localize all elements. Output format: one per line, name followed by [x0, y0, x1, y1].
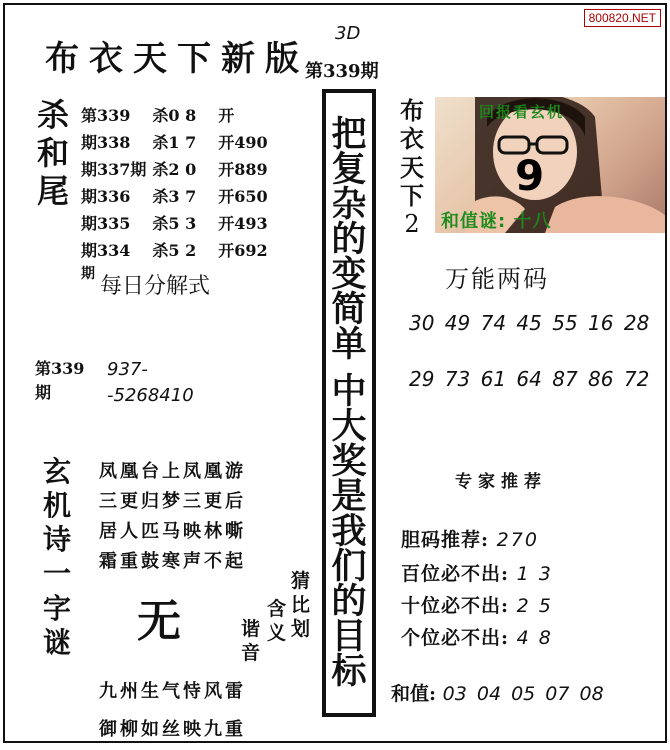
brand-char: 下: [400, 180, 424, 210]
brand-char: 天: [400, 152, 424, 182]
open-cell: 开490: [218, 133, 268, 152]
universal-pairs-title: 万能两码: [445, 265, 549, 293]
issue-cell: 期335: [81, 214, 131, 233]
universal-pairs-row: 30 49 74 45 55 16 28: [409, 311, 650, 335]
kill-cell: 杀0 8: [152, 106, 197, 125]
table-row: [81, 182, 274, 209]
issue-cell: 期334: [81, 241, 131, 260]
slogan-char: 的: [331, 581, 367, 622]
slogan-char: 简: [331, 289, 367, 330]
slogan-char: 大: [331, 406, 367, 447]
recommend-label: 胆码推荐:: [401, 529, 490, 551]
riddle-answer: 无: [137, 596, 181, 647]
riddle-hint-char: 义: [267, 622, 287, 644]
issue-cell: 第339: [81, 106, 131, 125]
brand-char: 衣: [400, 124, 424, 154]
site-watermark: 800820.NET: [584, 9, 661, 27]
current-issue-code: [107, 357, 194, 409]
issue-cell: 期338: [81, 133, 131, 152]
slogan-char: 变: [331, 254, 367, 295]
recommend-line: [401, 591, 553, 618]
daily-decomposition-label: 每日分解式: [100, 274, 211, 299]
slogan-char: 们: [331, 546, 367, 587]
table-row: [81, 155, 274, 182]
open-cell: 开: [218, 106, 235, 125]
lottery-sheet: [3, 3, 667, 743]
current-issue-label: [35, 357, 84, 405]
recommend-value: 1 3: [516, 563, 553, 585]
recommend-line: [401, 525, 539, 552]
riddle-hint-char: 音: [241, 642, 261, 664]
label-char: 玄: [42, 455, 71, 488]
kill-tail-table: [81, 101, 274, 263]
brand-char: 2: [404, 210, 420, 239]
open-cell: 开889: [218, 160, 268, 179]
poem-line: 凤凰台上凤凰游: [99, 461, 246, 482]
universal-pairs-row: 29 73 61 64 87 86 72: [409, 367, 650, 391]
kill-sum-tail-label: [35, 97, 71, 210]
kill-cell: 杀5 3: [152, 214, 197, 233]
sum-value-label: 和值:: [391, 683, 437, 705]
recommend-value: 2 5: [516, 595, 553, 617]
expert-recommend-title: 专家推荐: [455, 472, 547, 492]
code-line: 937-: [107, 359, 148, 380]
slogan-char: 的: [331, 219, 367, 260]
riddle-hint-char: 猜: [291, 570, 311, 592]
kill-cell: 杀2 0: [152, 160, 197, 179]
bottom-poem-line: 九州生气恃风雷: [99, 681, 246, 702]
brand-vertical-label: [397, 97, 427, 239]
kill-sum-tail-char: 杀: [36, 96, 69, 134]
recommend-line: [401, 623, 553, 650]
issue-cell: 期337期: [81, 160, 147, 179]
table-row: [81, 101, 274, 128]
slogan-char: 单: [331, 324, 367, 365]
riddle-hint-char: 谐: [241, 618, 261, 640]
slogan-char: 奖: [331, 441, 367, 482]
table-row: [81, 209, 274, 236]
recommend-label: 十位必不出:: [401, 595, 510, 617]
current-issue-number: 第339: [35, 359, 85, 378]
center-slogan-box: [322, 89, 376, 717]
poem-line: 霜重鼓寒声不起: [99, 551, 246, 572]
current-issue-suffix: 期: [35, 383, 52, 402]
recommend-label: 百位必不出:: [401, 563, 510, 585]
photo-number: 9: [515, 151, 545, 200]
kill-cell: 杀5 2: [152, 241, 197, 260]
issue-suffix: 期: [81, 266, 95, 282]
open-cell: 开650: [218, 187, 268, 206]
mystery-poem-label: [37, 455, 77, 660]
riddle-hint-char: 划: [291, 618, 311, 640]
open-cell: 开692: [218, 241, 268, 260]
label-char: 字: [42, 591, 71, 625]
issue-number-top: 第339期: [305, 61, 379, 82]
kill-cell: 杀3 7: [152, 187, 197, 206]
label-char: 谜: [42, 625, 71, 659]
table-row: [81, 236, 274, 263]
riddle-hint-char: 含: [267, 598, 287, 620]
sum-value-line: [391, 679, 604, 706]
poem-line: 居人匹马映林嘶: [99, 521, 246, 542]
recommend-line: [401, 559, 553, 586]
promo-photo: [435, 97, 667, 233]
slogan-char: 是: [331, 476, 367, 517]
kill-sum-tail-char: 尾: [36, 171, 69, 210]
recommend-label: 个位必不出:: [401, 627, 510, 649]
slogan-char: 复: [331, 149, 367, 190]
photo-caption: 回报看玄机: [479, 103, 565, 121]
brand-char: 布: [400, 96, 424, 125]
issue-cell: 期336: [81, 187, 131, 206]
label-char: 诗: [42, 523, 71, 557]
slogan-char: 我: [331, 511, 367, 552]
label-3d: 3D: [335, 23, 361, 44]
code-line: -5268410: [107, 385, 194, 407]
label-char: 一: [42, 557, 71, 591]
slogan-char: 目: [331, 616, 367, 657]
slogan-char: 中: [331, 371, 367, 412]
poem-line: 三更归梦三更后: [99, 491, 246, 512]
riddle-hint-char: 比: [291, 594, 311, 616]
label-char: 机: [42, 489, 71, 523]
open-cell: 开493: [218, 214, 268, 233]
slogan-char: 杂: [331, 184, 367, 225]
bottom-poem-line: 御柳如丝映九重: [99, 719, 246, 740]
page-title: 布衣天下新版: [45, 39, 309, 79]
table-row: [81, 128, 274, 155]
slogan-char: 标: [331, 651, 367, 692]
slogan-char: 把: [331, 114, 367, 155]
sum-value-numbers: 03 04 05 07 08: [442, 683, 604, 705]
recommend-value: 4 8: [516, 627, 553, 649]
recommend-value: 270: [496, 529, 539, 551]
photo-sum-riddle: 和值谜: 十八: [441, 211, 552, 232]
kill-cell: 杀1 7: [152, 133, 197, 152]
kill-sum-tail-char: 和: [36, 133, 69, 172]
